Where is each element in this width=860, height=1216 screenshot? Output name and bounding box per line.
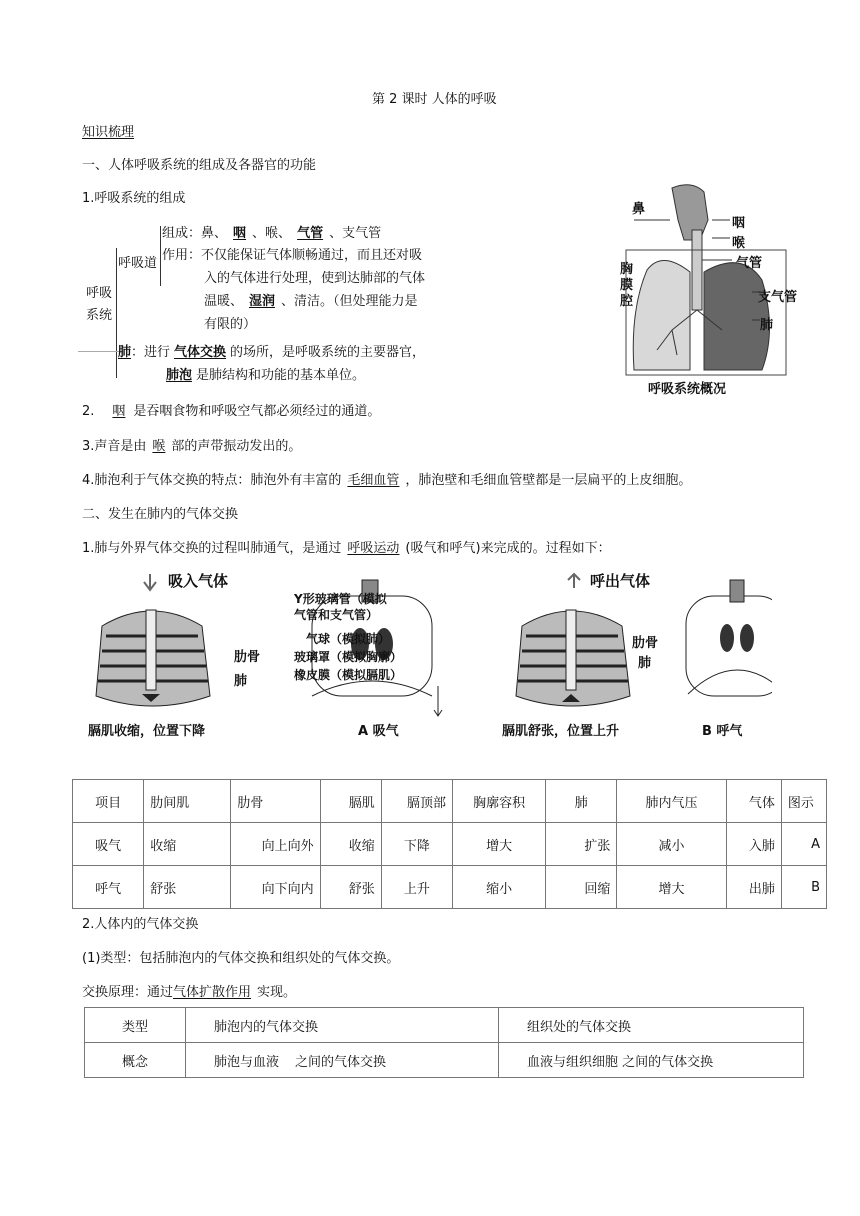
th-rib: 肋骨: [231, 780, 320, 823]
model-label-5: 橡皮膜（模拟膈肌）: [294, 668, 403, 682]
func-blank-moist: 湿润: [249, 294, 276, 309]
item4-rest: ，肺泡壁和毛细血管壁都是一层扁平的上皮细胞。: [405, 473, 692, 488]
model-label-4: 玻璃罩（模拟胸廓）: [294, 650, 403, 664]
label-trachea: 气管: [736, 256, 763, 271]
label-chest-3: 腔: [620, 294, 634, 309]
alveoli-desc: 是肺结构和功能的基本单位。: [196, 368, 366, 383]
th-alveolar: 肺泡内的气体交换: [186, 1008, 499, 1043]
tree-root-2: 系统: [86, 308, 113, 323]
cell: B: [781, 866, 826, 909]
th-item: 项目: [73, 780, 144, 823]
model-label-1: Y形玻璃管（模拟: [294, 592, 387, 606]
cell: 入肺: [726, 823, 781, 866]
exhale-rib-label: 肋骨: [632, 636, 659, 651]
section-knowledge: 知识梳理: [82, 125, 135, 140]
subheading-1: 1.呼吸系统的组成: [82, 191, 186, 206]
tissue-pre: 血液与组织细胞: [527, 1054, 619, 1070]
model-b-caption: B 呼气: [702, 724, 743, 739]
label-lung: 肺: [760, 318, 774, 333]
type-line: (1)类型：包括肺泡内的气体交换和组织处的气体交换。: [82, 951, 400, 966]
breathing-figures: [82, 566, 772, 746]
cell: 下降: [381, 823, 452, 866]
cell: 收缩: [144, 823, 231, 866]
table-header-row: [85, 1008, 804, 1043]
cell: 呼气: [73, 866, 144, 909]
table-row: [73, 866, 827, 909]
composition-label: 组成：: [162, 226, 202, 241]
tissue-rest: 之间的气体交换: [622, 1054, 714, 1070]
model-label-2: 气管和支气管）: [294, 608, 379, 622]
subheading-2-1: [82, 541, 611, 557]
model-label-3: 气球（模拟肺）: [306, 632, 391, 646]
cell: 减小: [617, 823, 726, 866]
breathing-table: [72, 779, 827, 909]
inhale-lung-label: 肺: [234, 674, 248, 689]
breathing-illustrations: [82, 566, 772, 746]
lung-desc-2: 的场所，是呼吸系统的主要器官，: [230, 345, 426, 360]
tree-lung-stub: [78, 351, 122, 352]
exhale-caption: 膈肌舒张，位置上升: [502, 724, 620, 739]
th-diaphragm: 膈肌: [320, 780, 381, 823]
cell: 吸气: [73, 823, 144, 866]
tree-tract: 呼吸道: [118, 256, 158, 271]
heading-1: 一、人体呼吸系统的组成及各器官的功能: [82, 158, 317, 173]
func-3a: 温暖、: [204, 294, 244, 309]
sub2-1-blank: 呼吸运动: [347, 541, 400, 556]
cell: 上升: [381, 866, 452, 909]
th-intercostal: 肋间肌: [144, 780, 231, 823]
lung-blank: 肺: [118, 345, 132, 360]
row-label: 概念: [85, 1043, 186, 1078]
function-line-1: 不仅能保证气体顺畅通过，而且还对吸: [201, 248, 423, 263]
comp-blank-trachea: 气管: [297, 226, 324, 241]
function-label: 作用：: [162, 248, 202, 263]
cell: 向下向内: [231, 866, 320, 909]
item4-blank: 毛细血管: [347, 473, 400, 488]
label-chest-1: 胸: [620, 262, 634, 277]
item-3: [82, 439, 301, 455]
cell: 向上向外: [231, 823, 320, 866]
sub2-1-rest: (吸气和呼气)来完成的。过程如下：: [405, 541, 611, 556]
anatomy-caption: 呼吸系统概况: [648, 382, 727, 397]
cell: 收缩: [320, 823, 381, 866]
alveolar-pre: 肺泡与血液: [214, 1054, 280, 1070]
th-figure: 图示: [781, 780, 826, 823]
item-2: [82, 404, 380, 420]
cell: 回缩: [546, 866, 617, 909]
th-volume: 胸廓容积: [452, 780, 545, 823]
th-gas: 气体: [726, 780, 781, 823]
item-4: [82, 473, 691, 489]
func-3c: 、清洁。（但处理能力是: [281, 294, 418, 309]
function-row-4: 有限的）: [204, 317, 257, 332]
function-row-2: 入的气体进行处理，使到达肺部的气体: [204, 271, 426, 286]
alveoli-row: [162, 368, 365, 384]
table-header-row: [73, 780, 827, 823]
label-bronchus: 支气管: [758, 290, 798, 305]
anatomy-figure: [612, 180, 812, 400]
item2-blank: 咽: [112, 404, 126, 419]
cell: 舒张: [144, 866, 231, 909]
alveolar-blank: [279, 1055, 295, 1070]
cell: 扩张: [546, 823, 617, 866]
th-lung: 肺: [546, 780, 617, 823]
table-row: [73, 823, 827, 866]
label-nose: 鼻: [632, 202, 646, 217]
cell: 出肺: [726, 866, 781, 909]
item2-rest: 是吞咽食物和呼吸空气都必须经过的通道。: [133, 404, 381, 419]
th-dome: 膈顶部: [381, 780, 452, 823]
item2-num: 2.: [82, 404, 95, 419]
tissue-cell: [499, 1043, 804, 1078]
cell: 增大: [452, 823, 545, 866]
alveoli-blank: 肺泡: [166, 368, 193, 383]
gas-exchange-table: [84, 1007, 804, 1078]
inhale-caption: 膈肌收缩，位置下降: [88, 724, 206, 739]
page-title: 第 2 课时 人体的呼吸: [372, 92, 497, 107]
model-a-caption: A 吸气: [358, 724, 399, 739]
th-tissue: 组织处的气体交换: [499, 1008, 804, 1043]
composition-row: [162, 226, 381, 242]
item4-pre: 4.肺泡利于气体交换的特点：肺泡外有丰富的: [82, 473, 342, 488]
cell: 缩小: [452, 866, 545, 909]
comp-blank-throat: 咽: [233, 226, 247, 241]
exhale-lung-label: 肺: [638, 656, 652, 671]
principle-rest: 实现。: [257, 985, 297, 1000]
principle-pre: 交换原理：通过: [82, 985, 174, 1000]
lung-gas-blank: 气体交换: [174, 345, 227, 360]
subheading-2-2: 2.人体内的气体交换: [82, 917, 199, 932]
heading-2: 二、发生在肺内的气体交换: [82, 507, 239, 522]
lung-row: [118, 345, 425, 361]
th-pressure: 肺内气压: [617, 780, 726, 823]
label-chest-2: 膜: [620, 278, 634, 293]
item3-blank: 喉: [152, 439, 166, 454]
label-larynx: 喉: [732, 236, 746, 251]
inhale-rib-label: 肋骨: [234, 650, 261, 665]
cell: A: [781, 823, 826, 866]
principle-line: [82, 985, 296, 1001]
comp-2: 、喉、: [252, 226, 292, 241]
sub2-1-pre: 1.肺与外界气体交换的过程叫肺通气，是通过: [82, 541, 342, 556]
item3-pre: 3.声音是由: [82, 439, 147, 454]
alveolar-cell: [186, 1043, 499, 1078]
function-row-3: [204, 294, 418, 310]
inhale-title: 吸入气体: [168, 572, 229, 590]
tree-root-1: 呼吸: [86, 286, 113, 301]
exhale-title: 呼出气体: [590, 572, 651, 590]
alveolar-rest: 之间的气体交换: [295, 1054, 387, 1070]
th-type: 类型: [85, 1008, 186, 1043]
cell: 增大: [617, 866, 726, 909]
respiratory-tree: [78, 218, 478, 393]
principle-blank: 气体扩散作用: [173, 985, 252, 1000]
table-row: [85, 1043, 804, 1078]
comp-0: 鼻、: [201, 226, 228, 241]
function-row-1: [162, 248, 422, 264]
label-pharynx: 咽: [732, 216, 746, 231]
comp-4: 、支气管: [329, 226, 382, 241]
lung-desc-1: ：进行: [131, 345, 171, 360]
cell: 舒张: [320, 866, 381, 909]
item3-rest: 部的声带振动发出的。: [171, 439, 302, 454]
